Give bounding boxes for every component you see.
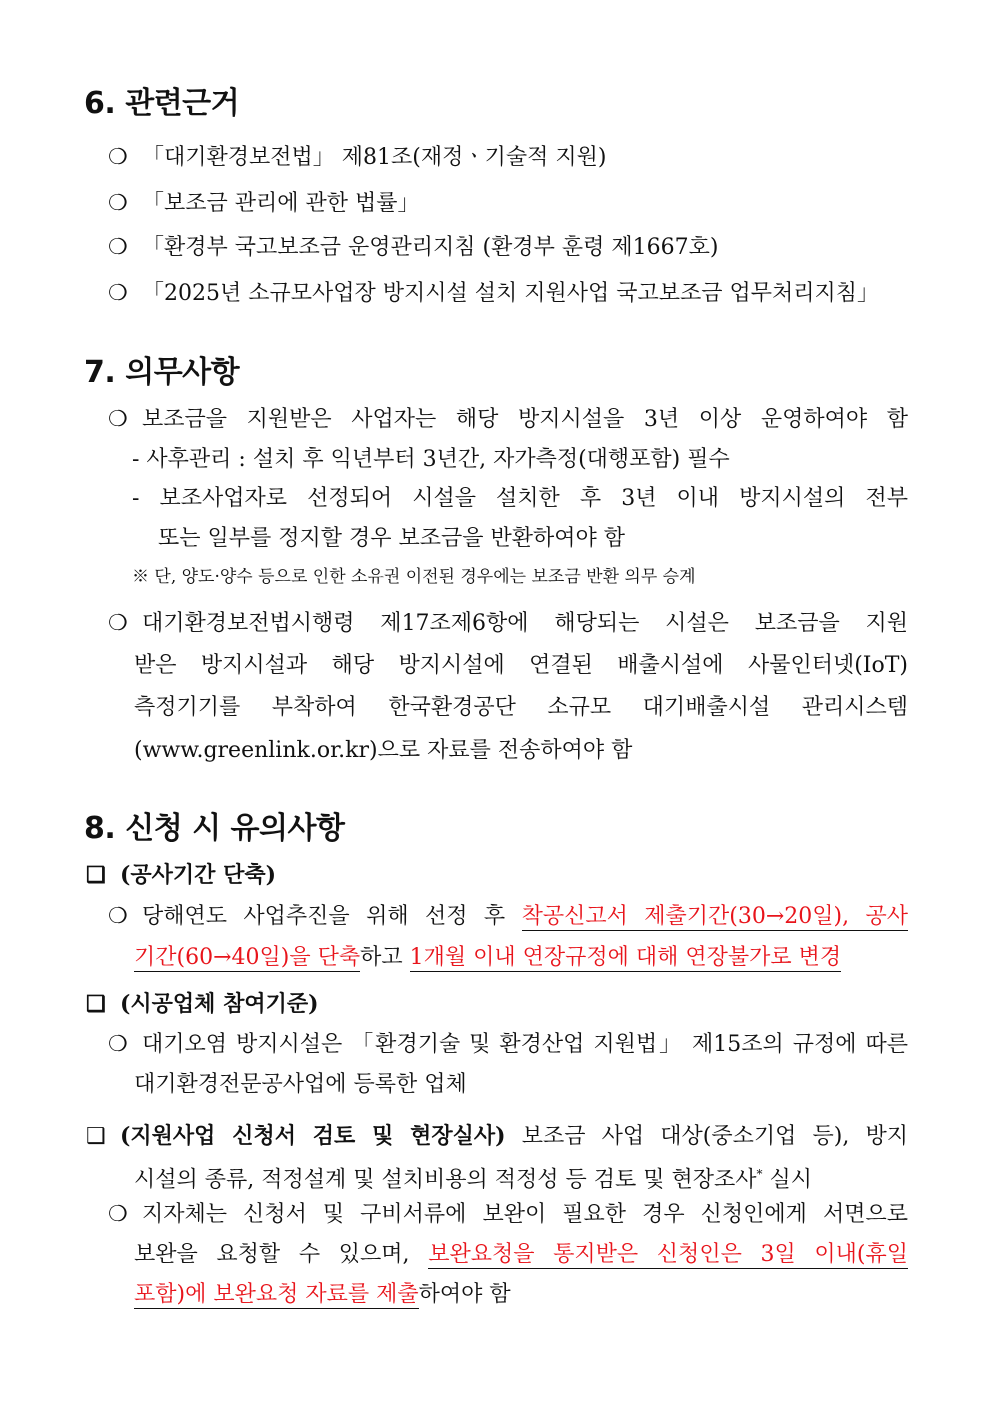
note: ※ 단, 양도·양수 등으로 인한 소유권 이전된 경우에는 보조금 반환 의무 승계 <box>132 567 696 587</box>
paragraph-line: 측정기기를 부착하여 한국환경공단 소규모 대기배출시설 관리시스템 <box>134 695 908 720</box>
paragraph: ❍ 보조금을 지원받은 사업자는 해당 방지시설을 3년 이상 운영하여야 함 <box>108 405 908 435</box>
paragraph-line: 포함)에 보완요청 자료를 제출하여야 함 <box>134 1282 511 1307</box>
highlighted-text: 보완요청을 통지받은 신청인은 3일 이내(휴일 <box>428 1242 908 1267</box>
square-bullet-icon: ❑ <box>86 1124 106 1149</box>
dash-item: - 보조사업자로 선정되어 시설을 설치한 후 3년 이내 방지시설의 전부 <box>132 486 908 511</box>
circle-bullet-icon: ❍ <box>108 611 128 636</box>
subheading-paragraph: ❑ (지원사업 신청서 검토 및 현장실사) 보조금 사업 대상(중소기업 등), 방지 <box>86 1121 908 1152</box>
circle-bullet-icon: ❍ <box>108 191 128 216</box>
dash-item: - 사후관리 : 설치 후 익년부터 3년간, 자가측정(대행포함) 필수 <box>132 447 730 472</box>
paragraph: ❍ 대기오염 방지시설은 「환경기술 및 환경산업 지원법」 제15조의 규정에 따른 <box>108 1030 908 1060</box>
subheading: ❑ (시공업체 참여기준) <box>86 991 319 1017</box>
list-item: ❍ 「보조금 관리에 관한 법률」 <box>108 189 420 219</box>
paragraph: ❍ 대기환경보전법시행령 제17조제6항에 해당되는 시설은 보조금을 지원 <box>108 609 908 639</box>
highlighted-text: 포함)에 보완요청 자료를 제출 <box>134 1282 419 1307</box>
paragraph: ❍ 당해연도 사업추진을 위해 선정 후 착공신고서 제출기간(30→20일), 공사 <box>108 902 908 932</box>
circle-bullet-icon: ❍ <box>108 145 128 170</box>
list-item: ❍ 「환경부 국고보조금 운영관리지침 (환경부 훈령 제1667호) <box>108 233 718 263</box>
paragraph-line: 대기환경전문공사업에 등록한 업체 <box>134 1072 467 1097</box>
square-bullet-icon: ❑ <box>86 862 106 888</box>
section-6-title: 6. 관련근거 <box>84 86 240 121</box>
circle-bullet-icon: ❍ <box>108 904 128 929</box>
paragraph: ❍ 지자체는 신청서 및 구비서류에 보완이 필요한 경우 신청인에게 서면으로 <box>108 1200 908 1230</box>
paragraph-line: 보완을 요청할 수 있으며, 보완요청을 통지받은 신청인은 3일 이내(휴일 <box>134 1242 908 1267</box>
list-item: ❍ 「2025년 소규모사업장 방지시설 설치 지원사업 국고보조금 업무처리지침」 <box>108 279 879 309</box>
circle-bullet-icon: ❍ <box>108 1202 128 1227</box>
circle-bullet-icon: ❍ <box>108 1032 128 1057</box>
circle-bullet-icon: ❍ <box>108 407 128 432</box>
paragraph-line: (www.greenlink.or.kr)으로 자료를 전송하여야 함 <box>134 738 633 763</box>
highlighted-text: 기간(60→40일)을 단축 <box>134 945 361 970</box>
list-item: ❍ 「대기환경보전법」 제81조(재정ㆍ기술적 지원) <box>108 143 606 173</box>
circle-bullet-icon: ❍ <box>108 281 128 306</box>
paragraph-line: 받은 방지시설과 해당 방지시설에 연결된 배출시설에 사물인터넷(IoT) <box>134 653 908 678</box>
paragraph-line: 기간(60→40일)을 단축하고 1개월 이내 연장규정에 대해 연장불가로 변경 <box>134 945 842 970</box>
dash-item-continued: 또는 일부를 정지할 경우 보조금을 반환하여야 함 <box>158 526 626 551</box>
paragraph-line: 시설의 종류, 적정설계 및 설치비용의 적정성 등 검토 및 현장조사* 실시 <box>134 1167 812 1193</box>
section-8-title: 8. 신청 시 유의사항 <box>84 811 345 846</box>
section-7-title: 7. 의무사항 <box>84 355 240 390</box>
highlighted-text: 착공신고서 제출기간(30→20일), 공사 <box>521 904 909 929</box>
circle-bullet-icon: ❍ <box>108 235 128 260</box>
footnote-marker: * <box>756 1167 763 1181</box>
subheading: ❑ (공사기간 단축) <box>86 862 276 888</box>
highlighted-text: 1개월 이내 연장규정에 대해 연장불가로 변경 <box>409 945 842 970</box>
square-bullet-icon: ❑ <box>86 991 106 1017</box>
